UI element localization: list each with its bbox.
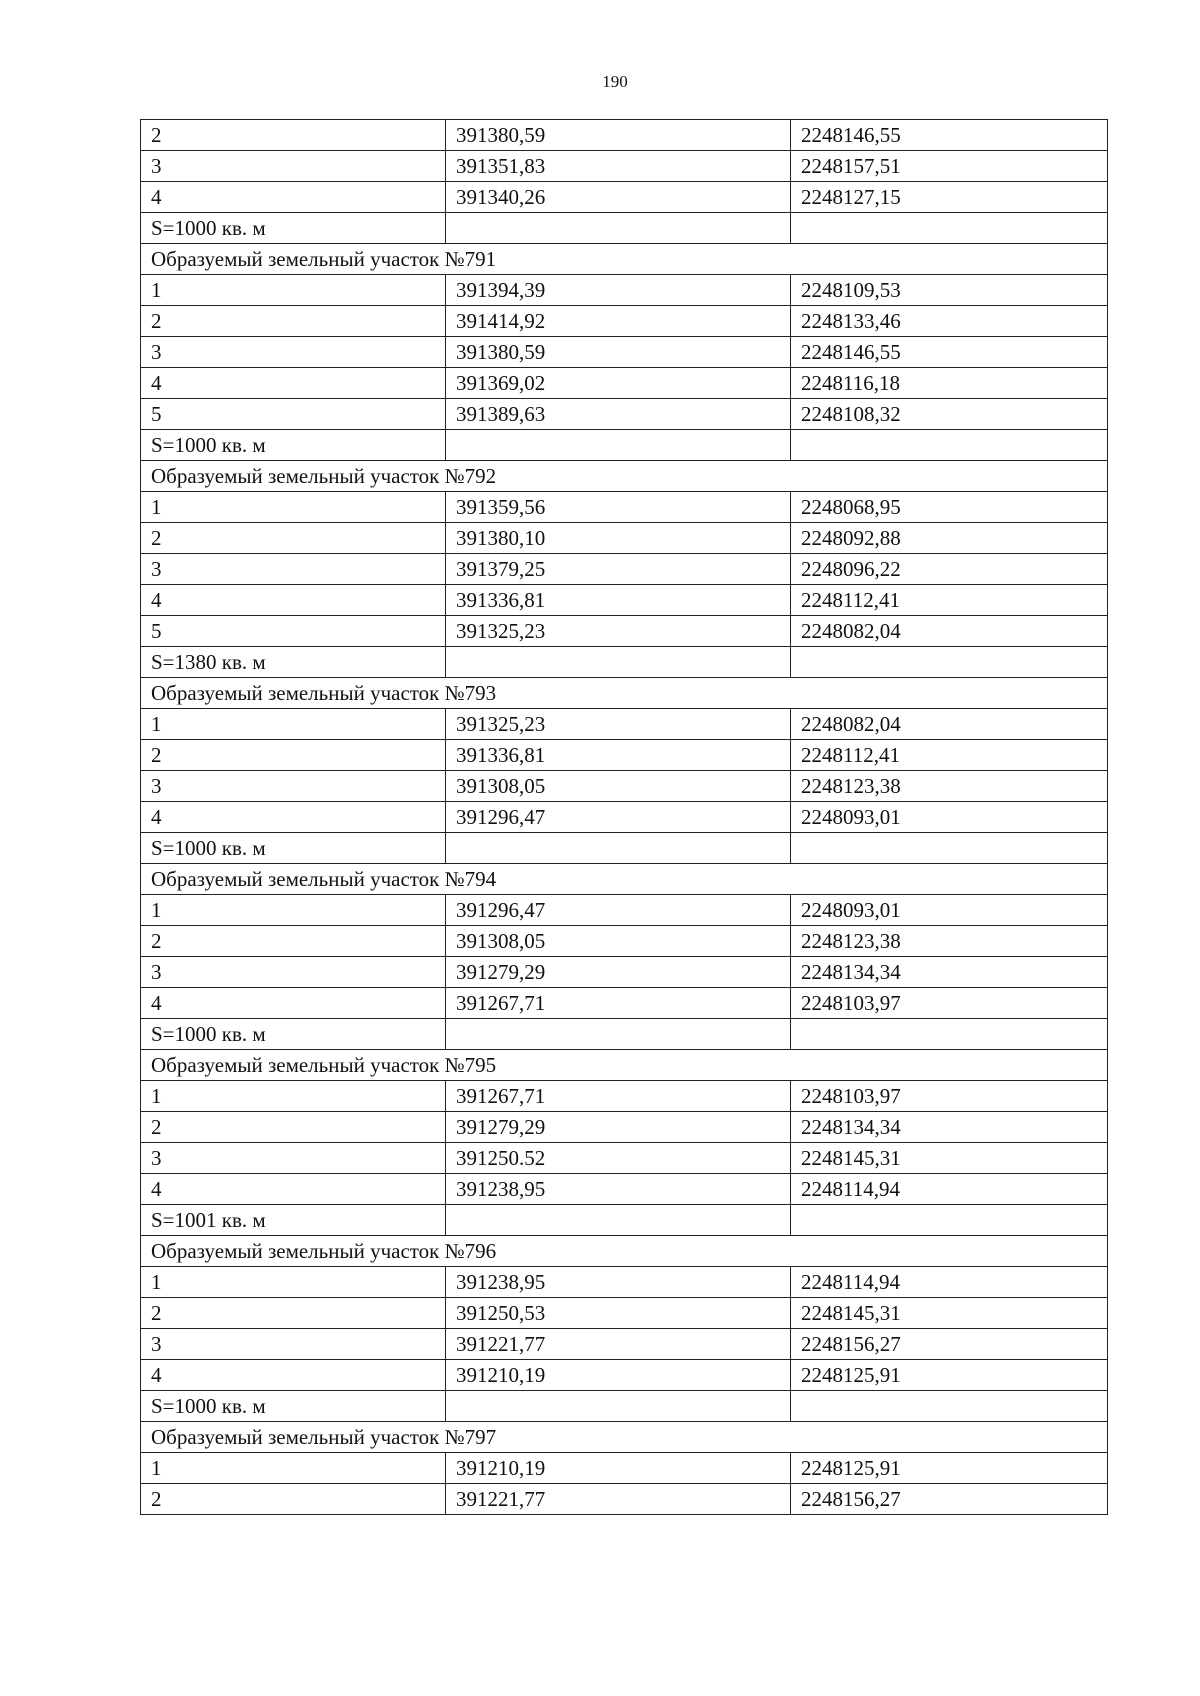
point-row <box>141 1360 1108 1391</box>
y-coordinate: 2248093,01 <box>791 895 1108 926</box>
parcel-header-row <box>141 1236 1108 1267</box>
point-row <box>141 1081 1108 1112</box>
point-number: 4 <box>141 988 446 1019</box>
empty-cell <box>791 1205 1108 1236</box>
y-coordinate: 2248146,55 <box>791 337 1108 368</box>
x-coordinate: 391380,59 <box>446 120 791 151</box>
point-row <box>141 740 1108 771</box>
coordinates-table-body <box>141 120 1108 1515</box>
area-row <box>141 647 1108 678</box>
x-coordinate: 391389,63 <box>446 399 791 430</box>
parcel-header-row <box>141 1050 1108 1081</box>
point-row <box>141 926 1108 957</box>
point-row <box>141 988 1108 1019</box>
y-coordinate: 2248114,94 <box>791 1174 1108 1205</box>
x-coordinate: 391380,59 <box>446 337 791 368</box>
point-row <box>141 523 1108 554</box>
x-coordinate: 391414,92 <box>446 306 791 337</box>
y-coordinate: 2248082,04 <box>791 616 1108 647</box>
y-coordinate: 2248082,04 <box>791 709 1108 740</box>
point-number: 4 <box>141 368 446 399</box>
parcel-header-row <box>141 461 1108 492</box>
point-number: 2 <box>141 1484 446 1515</box>
x-coordinate: 391394,39 <box>446 275 791 306</box>
point-row <box>141 709 1108 740</box>
point-number: 2 <box>141 120 446 151</box>
parcel-title: Образуемый земельный участок №791 <box>141 244 1108 275</box>
point-row <box>141 337 1108 368</box>
parcel-title: Образуемый земельный участок №796 <box>141 1236 1108 1267</box>
parcel-title: Образуемый земельный участок №792 <box>141 461 1108 492</box>
area-value: S=1000 кв. м <box>141 1019 446 1050</box>
x-coordinate: 391221,77 <box>446 1484 791 1515</box>
y-coordinate: 2248068,95 <box>791 492 1108 523</box>
x-coordinate: 391210,19 <box>446 1453 791 1484</box>
point-row <box>141 957 1108 988</box>
area-row <box>141 1205 1108 1236</box>
point-row <box>141 1112 1108 1143</box>
point-number: 2 <box>141 926 446 957</box>
x-coordinate: 391210,19 <box>446 1360 791 1391</box>
empty-cell <box>446 647 791 678</box>
x-coordinate: 391336,81 <box>446 585 791 616</box>
y-coordinate: 2248125,91 <box>791 1453 1108 1484</box>
y-coordinate: 2248116,18 <box>791 368 1108 399</box>
y-coordinate: 2248123,38 <box>791 771 1108 802</box>
x-coordinate: 391369,02 <box>446 368 791 399</box>
x-coordinate: 391296,47 <box>446 895 791 926</box>
point-number: 4 <box>141 1360 446 1391</box>
y-coordinate: 2248156,27 <box>791 1329 1108 1360</box>
y-coordinate: 2248109,53 <box>791 275 1108 306</box>
y-coordinate: 2248134,34 <box>791 1112 1108 1143</box>
point-number: 1 <box>141 1081 446 1112</box>
point-row <box>141 895 1108 926</box>
point-number: 4 <box>141 182 446 213</box>
parcel-header-row <box>141 864 1108 895</box>
point-row <box>141 585 1108 616</box>
x-coordinate: 391279,29 <box>446 1112 791 1143</box>
empty-cell <box>791 1391 1108 1422</box>
y-coordinate: 2248125,91 <box>791 1360 1108 1391</box>
y-coordinate: 2248157,51 <box>791 151 1108 182</box>
x-coordinate: 391325,23 <box>446 616 791 647</box>
point-row <box>141 182 1108 213</box>
point-row <box>141 368 1108 399</box>
point-number: 2 <box>141 1112 446 1143</box>
point-number: 3 <box>141 151 446 182</box>
point-number: 3 <box>141 771 446 802</box>
x-coordinate: 391359,56 <box>446 492 791 523</box>
coordinates-table <box>140 119 1108 1515</box>
point-row <box>141 802 1108 833</box>
x-coordinate: 391380,10 <box>446 523 791 554</box>
point-row <box>141 275 1108 306</box>
parcel-header-row <box>141 1422 1108 1453</box>
y-coordinate: 2248112,41 <box>791 740 1108 771</box>
x-coordinate: 391279,29 <box>446 957 791 988</box>
x-coordinate: 391238,95 <box>446 1174 791 1205</box>
point-number: 2 <box>141 306 446 337</box>
area-value: S=1000 кв. м <box>141 1391 446 1422</box>
page-number: 190 <box>602 72 628 91</box>
point-number: 2 <box>141 1298 446 1329</box>
empty-cell <box>446 430 791 461</box>
y-coordinate: 2248134,34 <box>791 957 1108 988</box>
point-row <box>141 771 1108 802</box>
y-coordinate: 2248133,46 <box>791 306 1108 337</box>
point-row <box>141 306 1108 337</box>
x-coordinate: 391325,23 <box>446 709 791 740</box>
point-row <box>141 120 1108 151</box>
point-number: 2 <box>141 740 446 771</box>
empty-cell <box>446 1019 791 1050</box>
point-number: 3 <box>141 1143 446 1174</box>
empty-cell <box>446 1391 791 1422</box>
point-row <box>141 492 1108 523</box>
y-coordinate: 2248114,94 <box>791 1267 1108 1298</box>
y-coordinate: 2248093,01 <box>791 802 1108 833</box>
x-coordinate: 391250.52 <box>446 1143 791 1174</box>
point-row <box>141 1174 1108 1205</box>
point-row <box>141 1484 1108 1515</box>
area-row <box>141 1019 1108 1050</box>
parcel-title: Образуемый земельный участок №794 <box>141 864 1108 895</box>
area-value: S=1000 кв. м <box>141 213 446 244</box>
parcel-title: Образуемый земельный участок №797 <box>141 1422 1108 1453</box>
area-value: S=1001 кв. м <box>141 1205 446 1236</box>
point-row <box>141 151 1108 182</box>
y-coordinate: 2248092,88 <box>791 523 1108 554</box>
point-row <box>141 1143 1108 1174</box>
point-number: 4 <box>141 802 446 833</box>
empty-cell <box>791 1019 1108 1050</box>
area-value: S=1000 кв. м <box>141 430 446 461</box>
y-coordinate: 2248145,31 <box>791 1298 1108 1329</box>
empty-cell <box>446 833 791 864</box>
point-number: 1 <box>141 1267 446 1298</box>
x-coordinate: 391267,71 <box>446 1081 791 1112</box>
y-coordinate: 2248108,32 <box>791 399 1108 430</box>
empty-cell <box>791 213 1108 244</box>
point-number: 1 <box>141 709 446 740</box>
x-coordinate: 391308,05 <box>446 926 791 957</box>
x-coordinate: 391296,47 <box>446 802 791 833</box>
point-row <box>141 616 1108 647</box>
x-coordinate: 391308,05 <box>446 771 791 802</box>
point-row <box>141 1298 1108 1329</box>
parcel-title: Образуемый земельный участок №795 <box>141 1050 1108 1081</box>
x-coordinate: 391238,95 <box>446 1267 791 1298</box>
y-coordinate: 2248103,97 <box>791 988 1108 1019</box>
empty-cell <box>791 647 1108 678</box>
point-row <box>141 399 1108 430</box>
area-value: S=1380 кв. м <box>141 647 446 678</box>
parcel-header-row <box>141 244 1108 275</box>
empty-cell <box>446 1205 791 1236</box>
y-coordinate: 2248156,27 <box>791 1484 1108 1515</box>
empty-cell <box>446 213 791 244</box>
y-coordinate: 2248096,22 <box>791 554 1108 585</box>
point-number: 3 <box>141 337 446 368</box>
point-number: 3 <box>141 554 446 585</box>
empty-cell <box>791 833 1108 864</box>
point-number: 1 <box>141 275 446 306</box>
area-value: S=1000 кв. м <box>141 833 446 864</box>
point-row <box>141 1267 1108 1298</box>
x-coordinate: 391379,25 <box>446 554 791 585</box>
point-number: 4 <box>141 1174 446 1205</box>
x-coordinate: 391340,26 <box>446 182 791 213</box>
y-coordinate: 2248127,15 <box>791 182 1108 213</box>
point-row <box>141 1329 1108 1360</box>
area-row <box>141 213 1108 244</box>
point-number: 5 <box>141 616 446 647</box>
point-number: 1 <box>141 895 446 926</box>
y-coordinate: 2248145,31 <box>791 1143 1108 1174</box>
x-coordinate: 391221,77 <box>446 1329 791 1360</box>
area-row <box>141 833 1108 864</box>
point-number: 4 <box>141 585 446 616</box>
point-row <box>141 1453 1108 1484</box>
x-coordinate: 391351,83 <box>446 151 791 182</box>
y-coordinate: 2248123,38 <box>791 926 1108 957</box>
area-row <box>141 1391 1108 1422</box>
y-coordinate: 2248112,41 <box>791 585 1108 616</box>
point-row <box>141 554 1108 585</box>
point-number: 3 <box>141 1329 446 1360</box>
x-coordinate: 391267,71 <box>446 988 791 1019</box>
empty-cell <box>791 430 1108 461</box>
point-number: 2 <box>141 523 446 554</box>
x-coordinate: 391250,53 <box>446 1298 791 1329</box>
parcel-title: Образуемый земельный участок №793 <box>141 678 1108 709</box>
area-row <box>141 430 1108 461</box>
parcel-header-row <box>141 678 1108 709</box>
point-number: 1 <box>141 492 446 523</box>
x-coordinate: 391336,81 <box>446 740 791 771</box>
y-coordinate: 2248146,55 <box>791 120 1108 151</box>
point-number: 3 <box>141 957 446 988</box>
point-number: 1 <box>141 1453 446 1484</box>
point-number: 5 <box>141 399 446 430</box>
y-coordinate: 2248103,97 <box>791 1081 1108 1112</box>
